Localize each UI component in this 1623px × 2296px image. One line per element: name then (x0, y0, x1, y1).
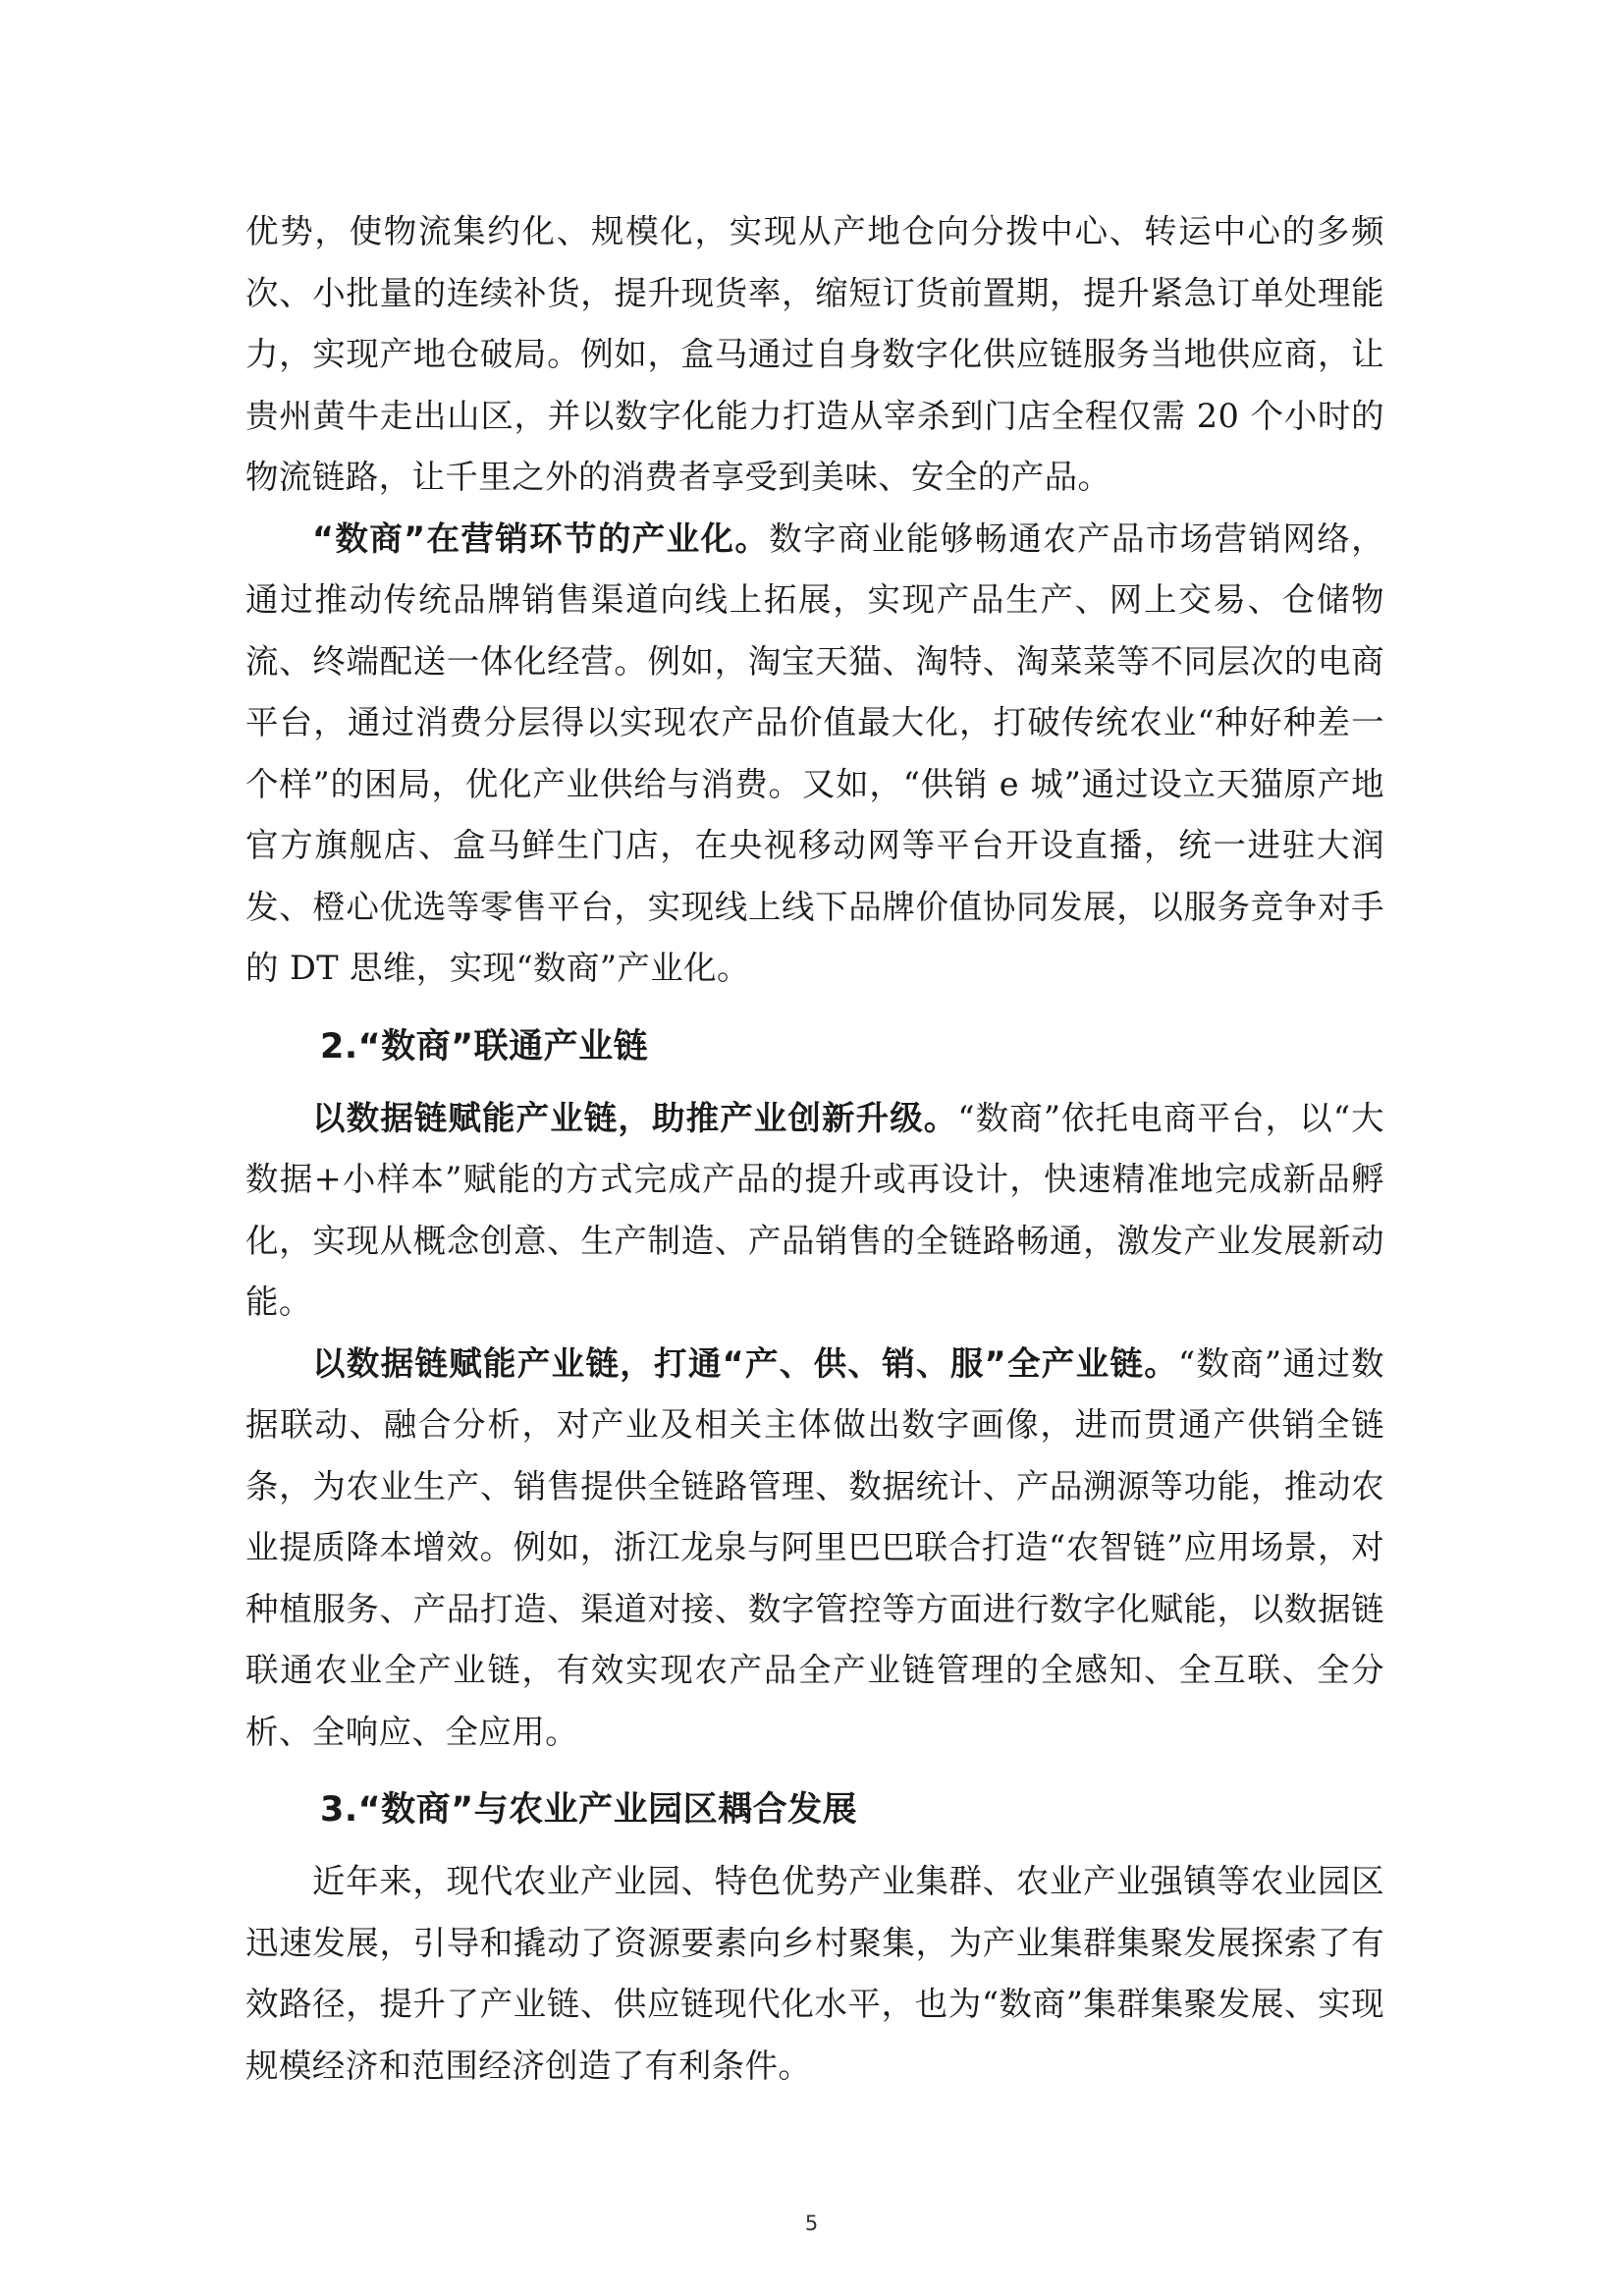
paragraph-industrial-parks: 近年来，现代农业产业园、特色优势产业集群、农业产业强镇等农业园区迅速发展，引导和撬动了资源要素向乡村聚集，为产业集群集聚发展探索了有效路径，提升了产业链、供应链现代化水平，也为“数商”集群集聚发展、实现规模经济和范围经济创造了有利条件。 (245, 1862, 1384, 2085)
paragraph-marketing (245, 509, 1384, 1000)
section-heading-3: 3.“数商”与农业产业园区耦合发展 (320, 1790, 858, 1830)
paragraph-lead: 以数据链赋能产业链，助推产业创新升级。 (312, 1098, 958, 1137)
document-page (245, 201, 1384, 2097)
paragraph-logistics: 优势，使物流集约化、规模化，实现从产地仓向分拨中心、转运中心的多频次、小批量的连续补货，提升现货率，缩短订货前置期，提升紧急订单处理能力，实现产地仓破局。例如，盒马通过自身数字化供应链服务当地供应商，让贵州黄牛走出山区，并以数字化能力打造从宰杀到门店全程仅需 20 个小时的物流链路，让千里之外的消费者享受到美味、安全的产品。 (245, 212, 1384, 496)
paragraph-body: “数商”依托电商平台，以“大数据+小样本”赋能的方式完成产品的提升或再设计，快速精准地完成新品孵化，实现从概念创意、生产制造、产品销售的全链路畅通，激发产业发展新动能。 (245, 1098, 1384, 1321)
paragraph-body: “数商”通过数据联动、融合分析，对产业及相关主体做出数字画像，进而贯通产供销全链条，为农业生产、销售提供全链路管理、数据统计、产品溯源等功能，推动农业提质降本增效。例如，浙江龙泉与阿里巴巴联合打造“农智链”应用场景，对种植服务、产品打造、渠道对接、数字管控等方面进行数字化赋能，以数据链联通农业全产业链，有效实现农产品全产业链管理的全感知、全互联、全分析、全响应、全应用。 (245, 1343, 1384, 1751)
paragraph-lead: 以数据链赋能产业链，打通“产、供、销、服”全产业链。 (312, 1343, 1178, 1383)
page-number: 5 (804, 2212, 819, 2235)
paragraph-full-chain (245, 1334, 1384, 1764)
paragraph-body: 数字商业能够畅通农产品市场营销网络，通过推动传统品牌销售渠道向线上拓展，实现产品生产、网上交易、仓储物流、终端配送一体化经营。例如，淘宝天猫、淘特、淘菜菜等不同层次的电商平台，通过消费分层得以实现农产品价值最大化，打破传统农业“种好种差一个样”的困局，优化产业供给与消费。又如，“供销 e 城”通过设立天猫原产地官方旗舰店、盒马鲜生门店，在央视移动网等平台开设直播，统一进驻大润发、橙心优选等零售平台，实现线上线下品牌价值协同发展，以服务竞争对手的 DT 思维，实现“数商”产业化。 (245, 519, 1385, 987)
section-heading-2: 2.“数商”联通产业链 (320, 1026, 649, 1066)
paragraph-innovation (245, 1088, 1384, 1334)
paragraph-lead: “数商”在营销环节的产业化。 (312, 519, 770, 558)
